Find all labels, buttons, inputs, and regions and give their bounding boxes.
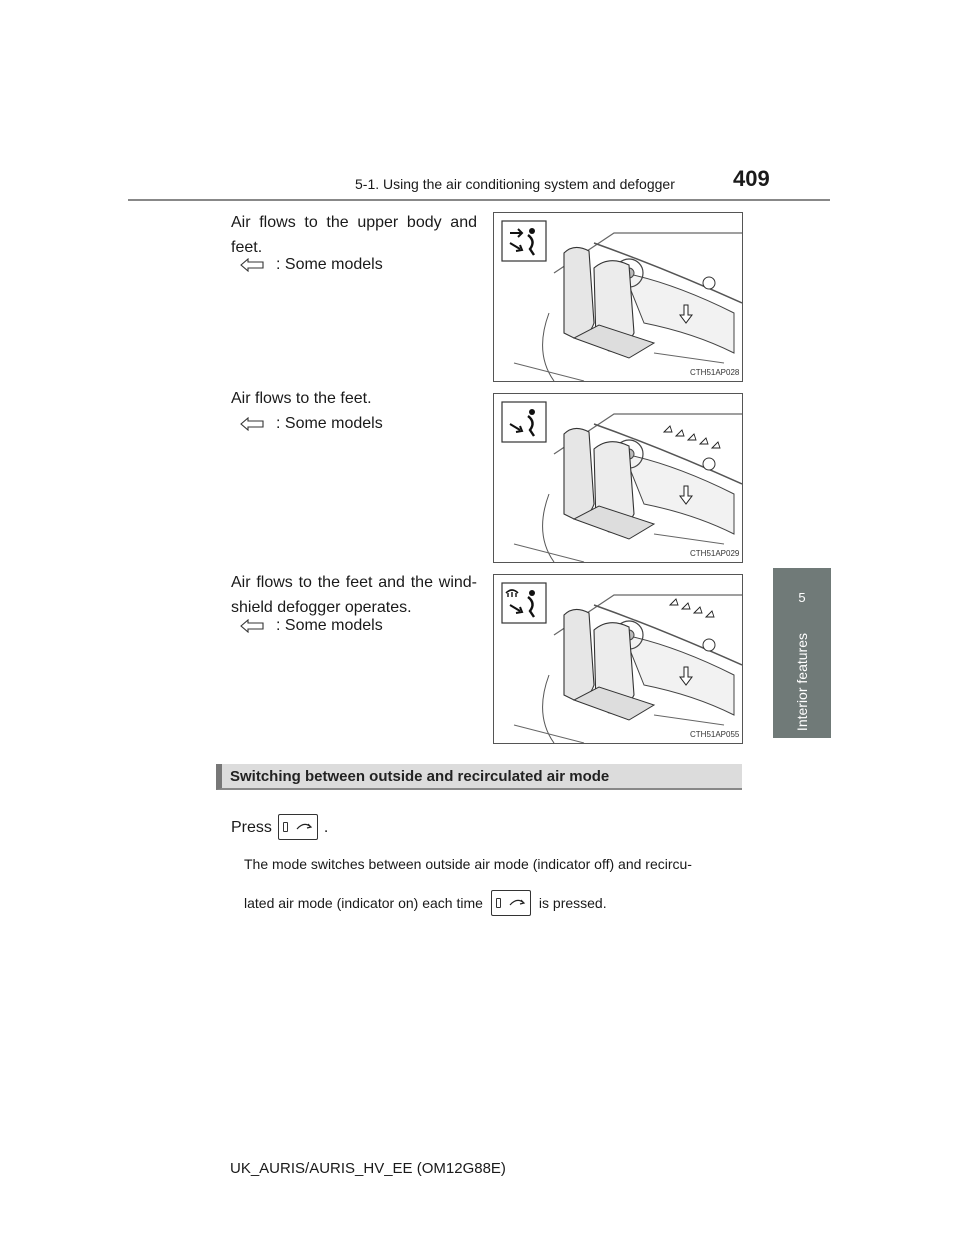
press-prefix: Press bbox=[231, 818, 272, 836]
image-code: CTH51AP055 bbox=[690, 730, 740, 739]
mode-illustration bbox=[493, 212, 743, 382]
section-heading: Switching between outside and recirculated air mode bbox=[216, 764, 742, 790]
mode-note-text: : Some models bbox=[276, 256, 383, 273]
mode-note bbox=[240, 617, 383, 635]
mode-note-text: : Some models bbox=[276, 415, 383, 432]
mode-note bbox=[240, 415, 383, 433]
page-number: 409 bbox=[733, 166, 770, 191]
mode-description: Air flows to the feet and the wind-shield defogger operates. bbox=[231, 574, 477, 616]
mode-illustration bbox=[493, 393, 743, 563]
recirculation-button-icon bbox=[278, 814, 318, 840]
info-line-2-suffix: is pressed. bbox=[538, 895, 607, 911]
info-line-2-prefix: lated air mode (indicator on) each time bbox=[244, 895, 483, 911]
info-line-2 bbox=[244, 890, 607, 916]
model-code: UK_AURIS/AURIS_HV_EE (OM12G88E) bbox=[230, 1160, 506, 1177]
chapter-tab-label-box bbox=[773, 626, 831, 738]
image-code: CTH51AP028 bbox=[690, 368, 740, 377]
mode-note-text: : Some models bbox=[276, 617, 383, 634]
mode-note bbox=[240, 256, 383, 274]
mode-description: Air flows to the feet. bbox=[231, 390, 372, 407]
chapter-tab-number: 5 bbox=[773, 568, 831, 626]
left-arrow-icon bbox=[240, 258, 264, 272]
chapter-tab-label: Interior features bbox=[794, 632, 810, 732]
left-arrow-icon bbox=[240, 417, 264, 431]
section-title: 5-1. Using the air conditioning system and defogger bbox=[355, 176, 675, 192]
mode-illustration bbox=[493, 574, 743, 744]
mode-description: Air flows to the upper body and feet. bbox=[231, 214, 477, 256]
header-divider bbox=[128, 199, 830, 201]
recirculation-button-icon bbox=[491, 890, 531, 916]
image-code: CTH51AP029 bbox=[690, 549, 740, 558]
press-suffix: . bbox=[323, 818, 329, 836]
left-arrow-icon bbox=[240, 619, 264, 633]
info-line-1: The mode switches between outside air mode (indicator off) and recircu- bbox=[244, 856, 692, 872]
press-instruction bbox=[231, 814, 328, 840]
